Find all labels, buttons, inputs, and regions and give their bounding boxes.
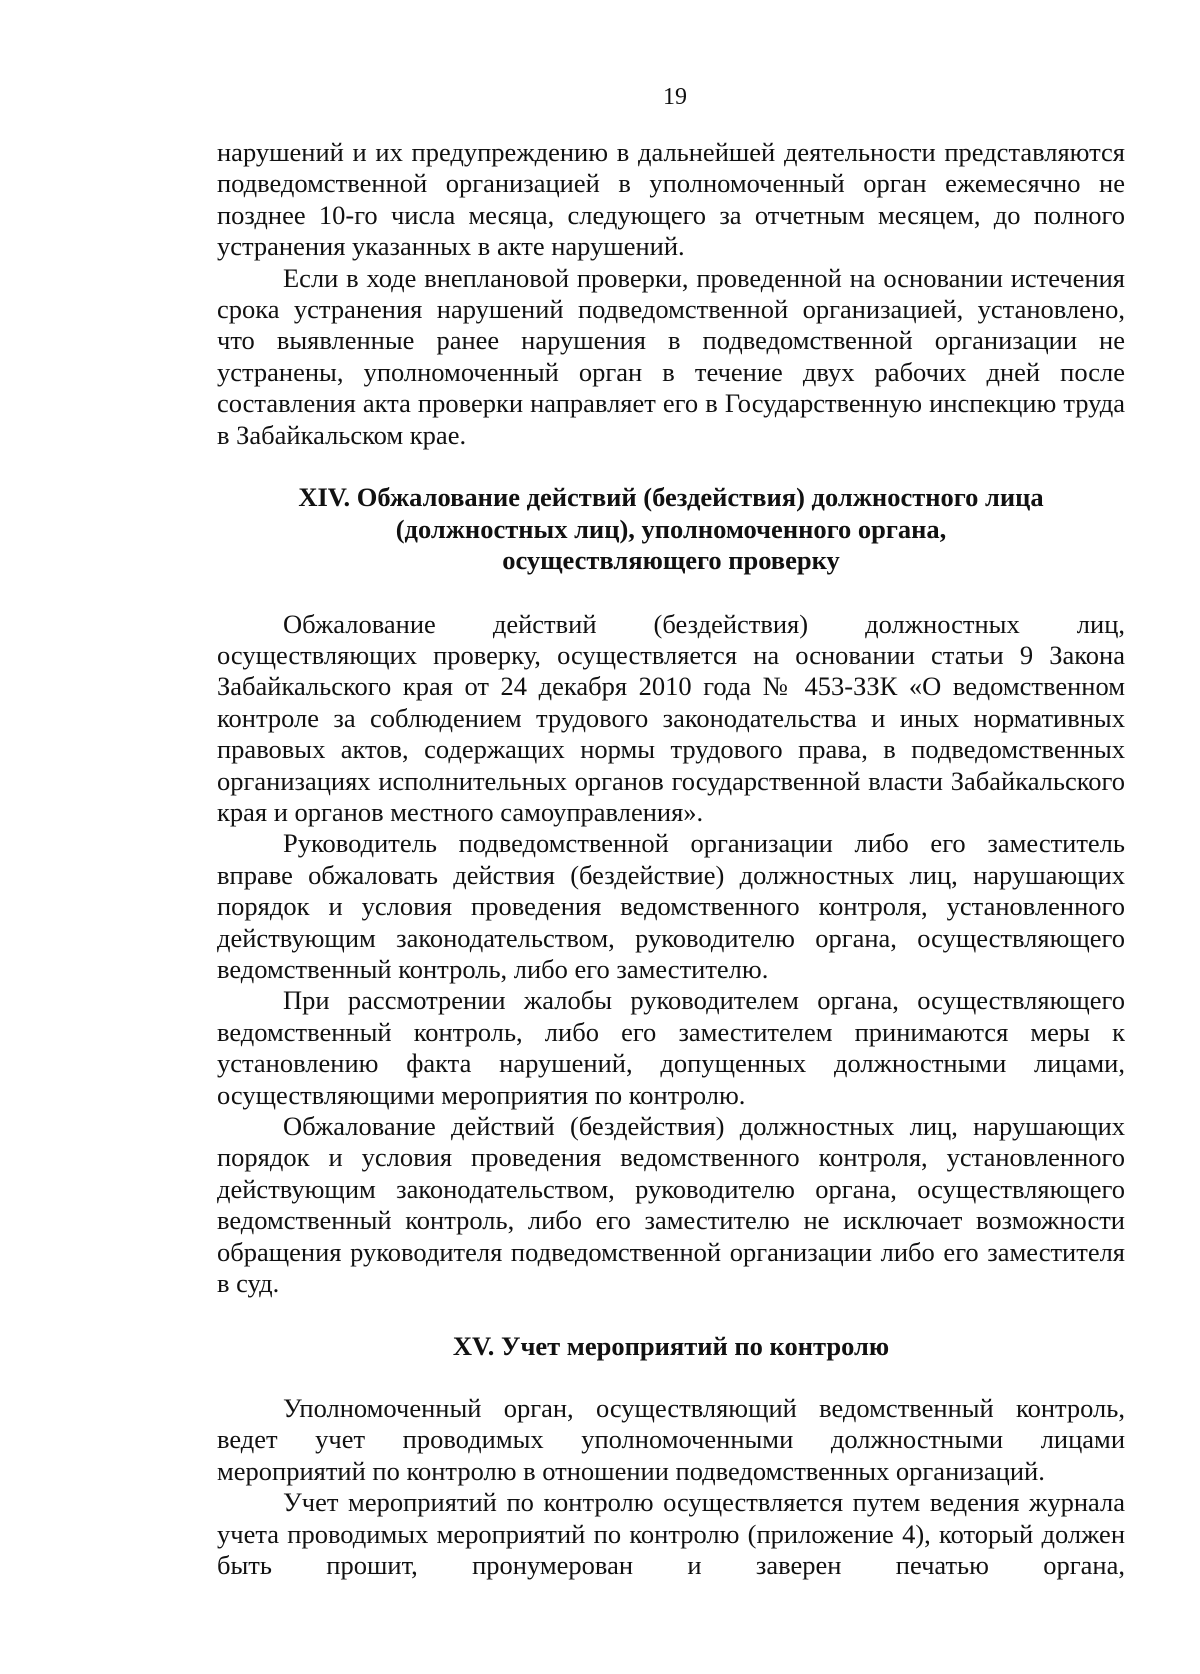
page-number: 19 — [663, 84, 687, 110]
section-xiv-title-line-3: осуществляющего проверку — [502, 545, 840, 576]
section-xiv-title-line-1: XIV. Обжалование действий (бездействия) должностного лица — [298, 482, 1044, 513]
section-xiv-title-line-2: (должностных лиц), уполномоченного органа, — [395, 513, 947, 544]
document-body — [217, 137, 1125, 1581]
section-xv-paragraph-1: Уполномоченный орган, осуществляющий ведомственный контроль, ведет учет проводимых уполномоченными должностными лицами мероприятий по контролю в отношении подведомственных организаций. — [217, 1393, 1125, 1486]
section-xiv-heading — [217, 482, 1125, 577]
section-xiv-paragraph-4: Обжалование действий (бездействия) должностных лиц, нарушающих порядок и условия проведения ведомственного контроля, установленного действующим законодательством, руководителю органа, осуществляющего ведомственный контроль, либо его заместителю не исключает возможности обращения руководителя подведомственной организации либо его заместителя в суд. — [217, 1111, 1125, 1299]
intro-paragraph: нарушений и их предупреждению в дальнейшей деятельности представляются подведомственной организацией в уполномоченный орган ежемесячно не позднее 10-го числа месяца, следующего за отчетным месяцем, до полного устранения указанных в акте нарушений. — [217, 137, 1125, 262]
section-xiv-paragraph-2: Руководитель подведомственной организации либо его заместитель вправе обжаловать действия (бездействие) должностных лиц, нарушающих порядок и условия проведения ведомственного контроля, установленного действующим законодательством, руководителю органа, осуществляющего ведомственный контроль, либо его заместителю. — [217, 828, 1125, 985]
section-xv-paragraph-2: Учет мероприятий по контролю осуществляется путем ведения журнала учета проводимых мероприятий по контролю (приложение 4), который должен быть прошит, пронумерован и заверен печатью органа, — [217, 1487, 1125, 1581]
unscheduled-inspection-paragraph: Если в ходе внеплановой проверки, проведенной на основании истечения срока устранения нарушений подведомственной организацией, установлено, что выявленные ранее нарушения в подведомственной организации не устранены, уполномоченный орган в течение двух рабочих дней после составления акта проверки направляет его в Государственную инспекцию труда в Забайкальском крае. — [217, 262, 1125, 450]
section-xiv-paragraph-1: Обжалование действий (бездействия) должностных лиц, осуществляющих проверку, осуществляется на основании статьи 9 Закона Забайкальского края от 24 декабря 2010 года № 453-ЗЗК «О ведомственном контроле за соблюдением трудового законодательства и иных нормативных правовых актов, содержащих нормы трудового права, в подведомственных организациях исполнительных органов государственной власти Забайкальского края и органов местного самоуправления». — [217, 608, 1125, 827]
section-xiv-paragraph-3: При рассмотрении жалобы руководителем органа, осуществляющего ведомственный контроль, либо его заместителем принимаются меры к установлению факта нарушений, допущенных должностными лицами, осуществляющими мероприятия по контролю. — [217, 985, 1125, 1110]
section-xv-heading: XV. Учет мероприятий по контролю — [452, 1330, 890, 1361]
